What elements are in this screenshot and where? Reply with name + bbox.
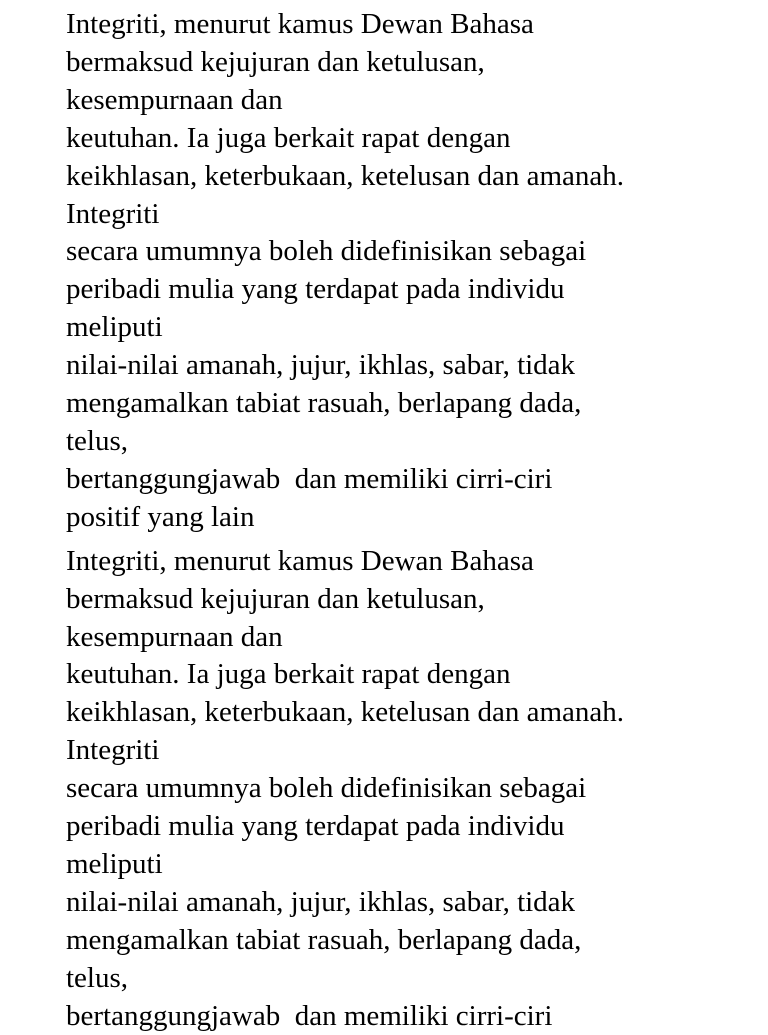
text-line: bermaksud kejujuran dan ketulusan,	[66, 582, 485, 615]
text-line: keikhlasan, keterbukaan, ketelusan dan amanah.	[66, 696, 625, 729]
text-line: bertanggungjawab dan memiliki cirri-ciri	[66, 462, 553, 495]
text-line: kesempurnaan dan	[66, 83, 283, 116]
text-line: meliputi	[66, 311, 163, 344]
text-line: kesempurnaan dan	[66, 620, 283, 653]
text-line: peribadi mulia yang terdapat pada individu	[66, 273, 565, 306]
text-line: keikhlasan, keterbukaan, ketelusan dan amanah.	[66, 159, 625, 192]
text-line: bertanggungjawab dan memiliki cirri-ciri	[66, 999, 553, 1032]
text-line: positif yang lain	[66, 500, 255, 533]
text-line: telus,	[66, 424, 129, 457]
document-page	[66, 6, 756, 1035]
text-line: Integriti, menurut kamus Dewan Bahasa	[66, 8, 534, 40]
text-line: Integriti	[66, 734, 160, 767]
text-line: meliputi	[66, 847, 163, 880]
paragraph-1	[66, 6, 756, 537]
text-line: mengamalkan tabiat rasuah, berlapang dada,	[66, 387, 582, 420]
text-line: bermaksud kejujuran dan ketulusan,	[66, 45, 485, 78]
paragraph-2	[66, 543, 756, 1035]
text-line: mengamalkan tabiat rasuah, berlapang dada,	[66, 923, 582, 956]
text-line: Integriti, menurut kamus Dewan Bahasa	[66, 544, 534, 577]
text-line: nilai-nilai amanah, jujur, ikhlas, sabar, tidak	[66, 349, 576, 382]
text-line: keutuhan. Ia juga berkait rapat dengan	[66, 121, 511, 154]
text-line: Integriti	[66, 197, 160, 230]
text-line: telus,	[66, 961, 129, 994]
text-line: nilai-nilai amanah, jujur, ikhlas, sabar, tidak	[66, 885, 576, 918]
text-line: keutuhan. Ia juga berkait rapat dengan	[66, 658, 511, 691]
text-line: secara umumnya boleh didefinisikan sebagai	[66, 235, 587, 268]
text-line: peribadi mulia yang terdapat pada individu	[66, 810, 565, 843]
text-line: secara umumnya boleh didefinisikan sebagai	[66, 772, 587, 805]
